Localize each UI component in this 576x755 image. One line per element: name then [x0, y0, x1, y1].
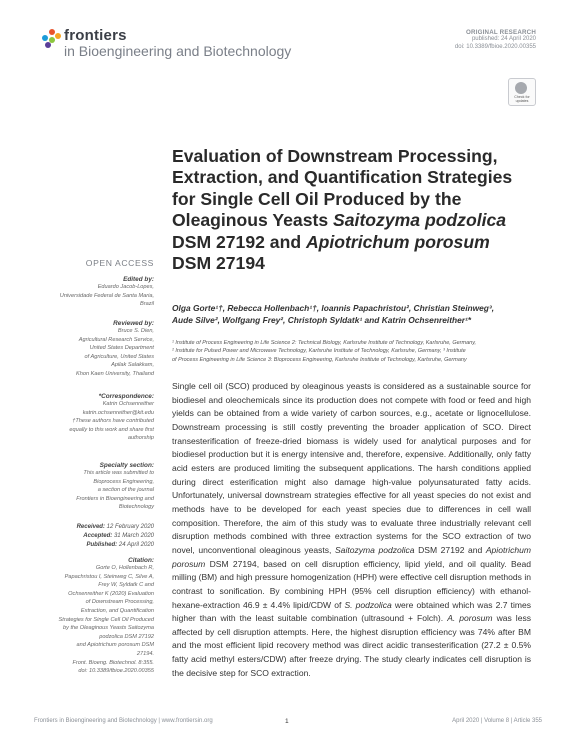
open-access-label: OPEN ACCESS: [85, 258, 154, 268]
sidebar-line: Frontiers in Bioengineering and: [76, 495, 154, 502]
citation-section: Citation: Gorte O, Hollenbach R, Papachristou I, Steinweg C, Silve A, Frey W, Syldatk C and Ochsenreither K (2020) Evaluation of Downstream Processing, Extraction, and Quantification Strategies for Single Cell Oil Produced by the Oleaginous Yeasts Saitozyma podzolica DSM 27192 and Apiotrichum porosum DSM 27194. Front. Bioeng. Biotechnol. 8:355. doi: 10.3389/fbioe.2020.00355: [34, 557, 154, 676]
sidebar-line: Khon Kaen University, Thailand: [76, 370, 154, 377]
sidebar-line: Bruce S. Dien,: [117, 328, 154, 334]
sidebar-line: and Apiotrichum porosum DSM: [76, 642, 154, 649]
sidebar-line: 27194.: [136, 650, 154, 657]
sidebar-line: †These authors have contributed: [72, 418, 154, 425]
authors-line[interactable]: Olga Gorte¹†, Rebecca Hollenbach¹†, Ioannis Papachristou², Christian Steinweg³,: [172, 303, 495, 313]
article-type: ORIGINAL RESEARCH: [466, 29, 536, 36]
frontiers-logo-icon: [42, 29, 62, 49]
sidebar-line: katrin.ochsenreither@kit.edu: [82, 409, 154, 416]
brand-name: frontiers: [64, 27, 127, 44]
sidebar-line: Extraction, and Quantification: [80, 607, 154, 614]
specialty-section: Specialty section: This article was submitted to Bioprocess Engineering, a section of the journal Frontiers in Bioengineering and Biotechnology: [34, 462, 154, 512]
sidebar-line: doi: 10.3389/fbioe.2020.00355: [78, 668, 154, 675]
sidebar-line: Front. Bioeng. Biotechnol. 8:355.: [72, 659, 154, 666]
edited-by-section: Edited by: Eduardo Jacob-Lopes, Universidade Federal de Santa Maria, Brazil: [34, 276, 154, 309]
sidebar-line: Ochsenreither K (2020) Evaluation: [68, 590, 154, 597]
sidebar-line: of Downstream Processing,: [85, 599, 154, 606]
reviewed-by-section: Reviewed by: Bruce S. Dien, Agricultural Research Service, United States Department of Agriculture, United States Apilak Salakkam, Khon Kaen University, Thailand: [34, 320, 154, 379]
journal-name: in Bioengineering and Biotechnology: [64, 43, 292, 59]
footer-issue: April 2020 | Volume 8 | Article 355: [452, 718, 542, 724]
author-list: [172, 302, 542, 327]
article-title: Evaluation of Downstream Processing, Extraction, and Quantification Strategies for Single Cell Oil Produced by the Oleaginous Yeasts Saitozyma podzolica DSM 27192 and Apiotrichum porosum DSM 27194: [172, 146, 513, 274]
sidebar-line: Apilak Salakkam,: [111, 362, 154, 369]
page-number: 1: [285, 718, 289, 725]
journal-logo: [42, 26, 302, 66]
sidebar-line: authorship: [127, 435, 154, 442]
sidebar-line: of Agriculture, United States: [84, 353, 154, 360]
footer-journal[interactable]: Frontiers in Bioengineering and Biotechnology | www.frontiersin.org: [34, 718, 213, 724]
check-updates-icon: [515, 82, 527, 94]
abstract: Single cell oil (SCO) produced by oleaginous yeasts is considered as a sustainable source for biodiesel and oleochemicals since its production does not compete with food or feed and high yields can be obtained from a wide variety of carbon sources, e.g., acetate or lignocellulose. Downstream processing is still costly preventing the broader application of SCO. Direct transesterification of freeze-dried biomass is widely used for analytical purposes and for biodiesel production but it is energy intensive and, therefore, expensive. Additionally, only fatty acid esters are produced limiting the subsequent applications. The harsh conditions applied during direct esterification might also damage high-value polyunsaturated fatty acids. Unfortunately, universal downstream strategies effective for all yeast species do not exist and methods have to be developed for each yeast species due to differences in cell wall composition. Therefore, the aim of this study was to evaluate three industrially relevant cell disruption methods combined with three extraction systems for the SCO extraction of two novel, unconventional oleaginous yeasts, Saitozyma podzolica DSM 27192 and Apiotrichum porosum DSM 27194, based on cell disruption efficiency, lipid yield, and oil quality. Bead milling (BM) and high pressure homogenization (HPH) were effective cell disruption methods in contrast to sonification. By combining HPH (95% cell disruption efficiency) with ethanol-hexane-extraction 46.9 ± 4.4% lipid/CDW of S. podzolica were obtained which was 2.7 times higher than with the least suitable combination (ultrasound + Folch). A. porosum was less affected by cell disruption attempts. Here, the highest disruption efficiency was 74% after BM and the most efficient lipid recovery method was direct acidic transesterification (27.2 ± 0.5% fatty acid methyl esters/CDW) after freeze drying. The study clearly indicates cell disruption is the decisive step for SCO extraction.: [172, 381, 532, 678]
sidebar-line: Brazil: [140, 301, 154, 308]
sidebar-line: Gorte O, Hollenbach R,: [95, 565, 154, 571]
sidebar-line: United States Department: [89, 345, 154, 352]
check-updates-label: Check for updates: [514, 95, 530, 103]
article-info: [455, 29, 536, 51]
sidebar-line: Universidade Federal de Santa Maria,: [59, 292, 154, 299]
sidebar-line: Agricultural Research Service,: [78, 336, 154, 343]
sidebar-line: Papachristou I, Steinweg C, Silve A,: [64, 573, 154, 580]
sidebar-line: Strategies for Single Cell Oil Produced: [58, 616, 154, 623]
sidebar-line: podzolica DSM 27192: [99, 633, 154, 640]
check-for-updates-button[interactable]: [508, 78, 536, 106]
published-date: published: 24 April 2020: [471, 36, 536, 43]
sidebar-line: a section of the journal: [97, 487, 154, 494]
correspondence-section: *Correspondence: Katrin Ochsenreither katrin.ochsenreither@kit.edu †These authors have contributed equally to this work and share first authorship: [34, 393, 154, 443]
sidebar-line: Katrin Ochsenreither: [102, 401, 154, 407]
authors-line[interactable]: Aude Silve², Wolfgang Frey², Christoph Syldatk¹ and Katrin Ochsenreither¹*: [172, 315, 472, 326]
affiliations: ¹ Institute of Process Engineering in Life Science 2: Technical Biology, Karlsruhe Institute of Technology, Karlsruhe, Germany, ² Institute for Pulsed Power and Microwave Technology, Karlsruhe Institute of Technology, Karlsruhe, Germany, ³ Institute of Process Engineering in Life Science 3: Bioprocess Engineering, Karlsruhe Institute of Technology, Karlsruhe, Germany: [172, 340, 477, 363]
sidebar-line: Biotechnology: [118, 504, 154, 511]
sidebar-line: equally to this work and share first: [69, 426, 154, 433]
sidebar-line: This article was submitted to: [83, 470, 154, 476]
sidebar-line: Bioprocess Engineering,: [93, 478, 154, 485]
sidebar-line: Eduardo Jacob-Lopes,: [97, 284, 154, 290]
article-doi[interactable]: doi: 10.3389/fbioe.2020.00355: [454, 43, 536, 50]
sidebar-line: Frey W, Syldatk C and: [98, 582, 154, 589]
dates-section: Received: 12 February 2020 Accepted: 31 March 2020 Published: 24 April 2020: [76, 524, 154, 548]
sidebar-line: by the Oleaginous Yeasts Saitozyma: [62, 625, 154, 632]
